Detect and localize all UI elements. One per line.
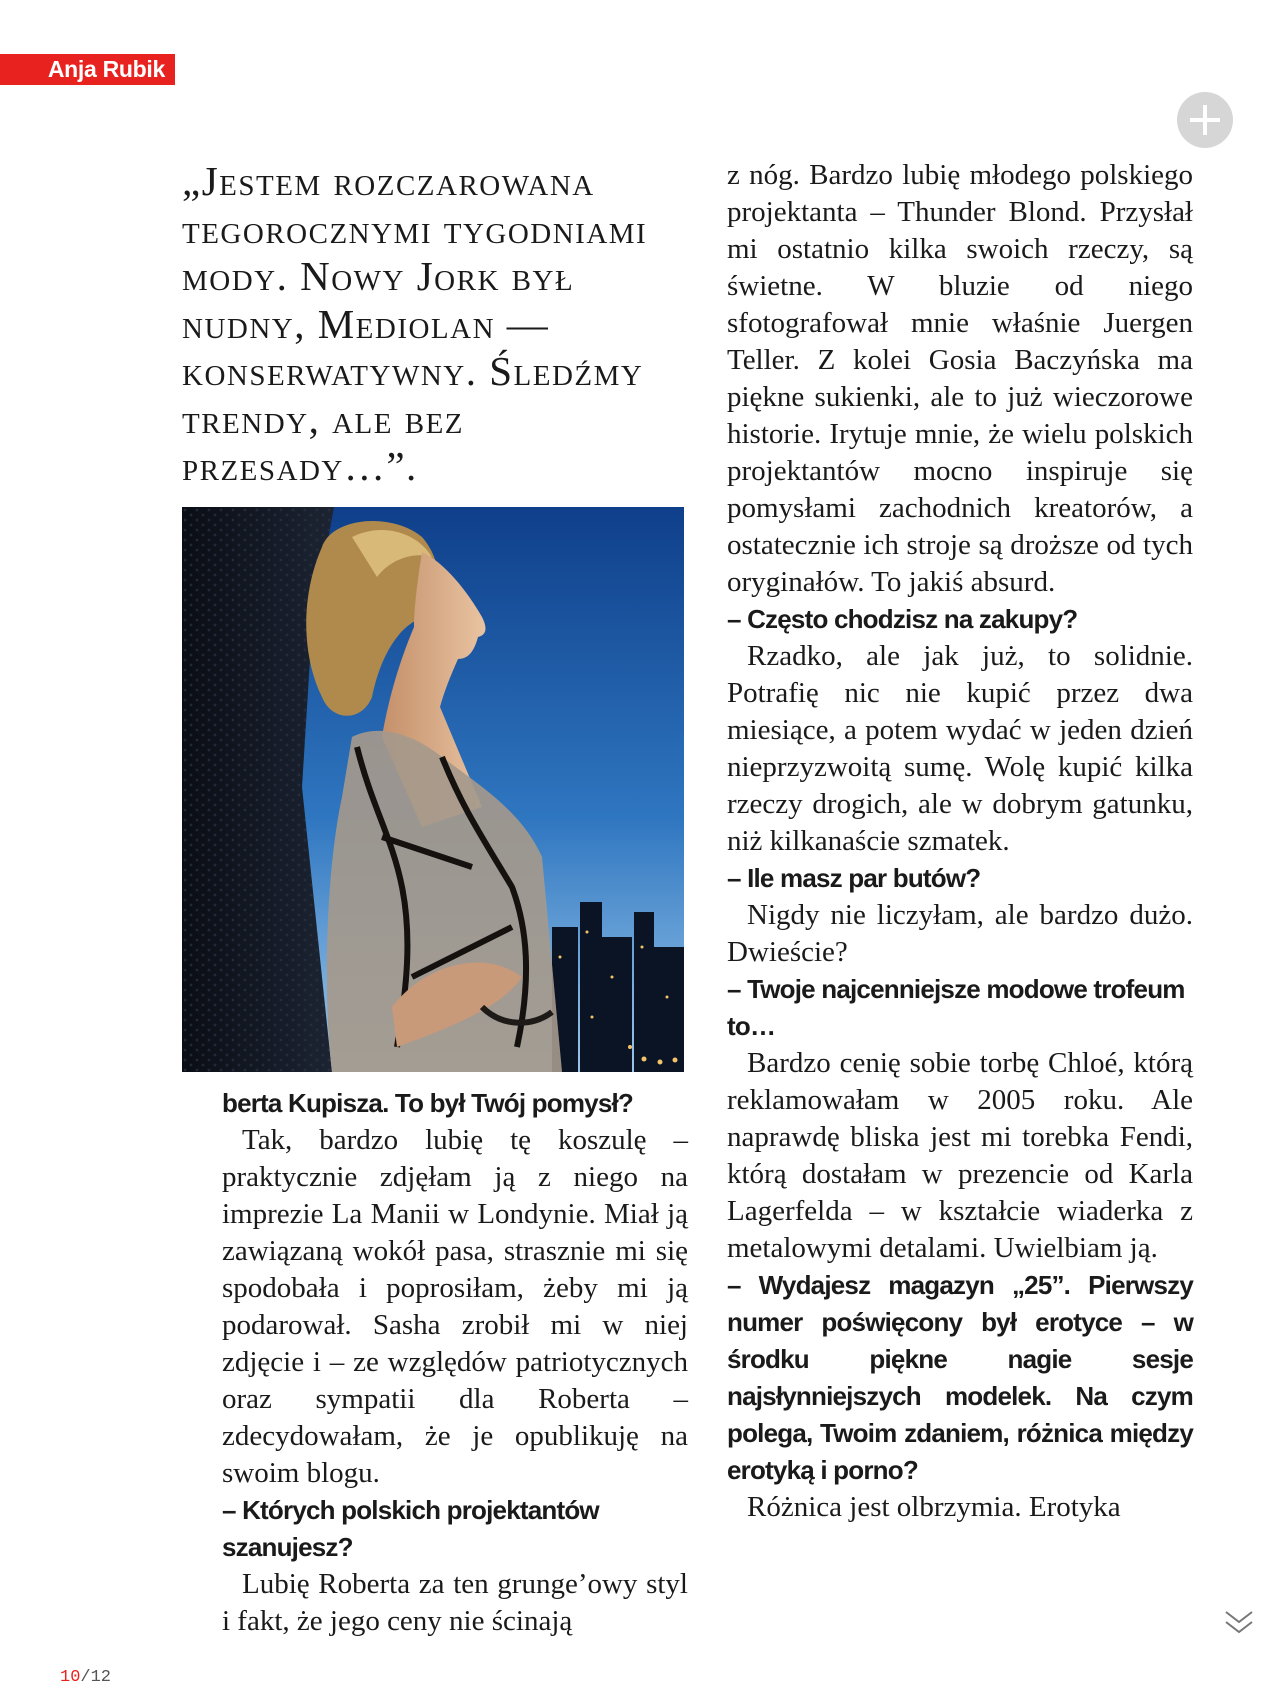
answer-paragraph: Tak, bardzo lubię tę koszulę – praktycznie zdjęłam ją z niego na imprezie La Manii w Londynie. Miał ją zawiązaną wokół pasa, strasznie mi się spodobała i poprosiłam, żeby mi ją podarował. Sasha zrobił mi w niej zdjęcie i – ze względów patriotycznych oraz sympatii dla Roberta – zdecydowałam, że je opublikuję na swoim blogu. <box>222 1124 688 1489</box>
article-photo <box>182 507 684 1072</box>
article-column-left <box>222 1085 688 1640</box>
question: – Twoje najcenniejsze modowe trofeum to… <box>727 974 1185 1041</box>
question: – Których polskich projektantów szanujesz? <box>222 1495 599 1562</box>
article-column-right <box>727 157 1193 1526</box>
question: – Ile masz par butów? <box>727 863 981 893</box>
page-indicator <box>60 1668 111 1687</box>
page-current: 10 <box>60 1668 81 1687</box>
answer-paragraph: Lubię Roberta za ten grunge’owy styl i fakt, że jego ceny nie ścinają <box>222 1568 688 1637</box>
page-total: 12 <box>90 1668 112 1687</box>
answer-paragraph: Rzadko, ale jak już, to solidnie. Potrafię nic nie kupić przez dwa miesiące, a potem wydać w jeden dzień nieprzyzwoitą sumę. Wolę kupić kilka rzeczy drogich, ale w dobrym gatunku, niż kilkanaście szmatek. <box>727 640 1193 857</box>
question: – Wydajesz magazyn „25”. Pierwszy numer poświęcony był erotyce – w środku piękne nagie sesje najsłynniejszych modelek. Na czym polega, Twoim zdaniem, różnica między erotyką i porno? <box>727 1270 1193 1485</box>
answer-paragraph-continued: z nóg. Bardzo lubię młodego polskiego projektanta – Thunder Blond. Przysłał mi ostatnio kilka swoich rzeczy, są świetne. W bluzie od niego sfotografował mnie właśnie Juergen Teller. Z kolei Gosia Baczyńska ma piękne sukienki, ale to już wieczorowe historie. Irytuje mnie, że wielu polskich projektantów mocno inspiruje się pomysłami zachodnich kreatorów, a ostatecznie ich stroje są droższe od tych oryginałów. To jakiś absurd. <box>727 159 1193 598</box>
add-button[interactable] <box>1177 92 1233 148</box>
pull-quote: „Jestem rozczarowana tegorocznymi tygodniami mody. Nowy Jork był nudny, Mediolan — konserwatywny. Śledźmy trendy, ale bez przesady…”. <box>182 158 648 489</box>
double-chevron-down-icon <box>1222 1608 1256 1638</box>
question: – Często chodzisz na zakupy? <box>727 604 1078 634</box>
page-separator: / <box>80 1668 91 1687</box>
question-continued: berta Kupisza. To był Twój pomysł? <box>222 1088 633 1118</box>
plus-circle-icon <box>1177 92 1233 148</box>
answer-paragraph: Bardzo cenię sobie torbę Chloé, którą reklamowałam w 2005 roku. Ale naprawdę bliska jest mi torebka Fendi, którą dostałam w prezencie od Karla Lagerfelda – w kształcie wiaderka z metalowymi detalami. Uwielbiam ją. <box>727 1047 1193 1264</box>
answer-paragraph: Różnica jest olbrzymia. Erotyka <box>747 1491 1121 1523</box>
next-page-button[interactable] <box>1222 1608 1256 1638</box>
answer-paragraph: Nigdy nie liczyłam, ale bardzo dużo. Dwieście? <box>727 899 1193 968</box>
section-tag: Anja Rubik <box>0 54 175 85</box>
